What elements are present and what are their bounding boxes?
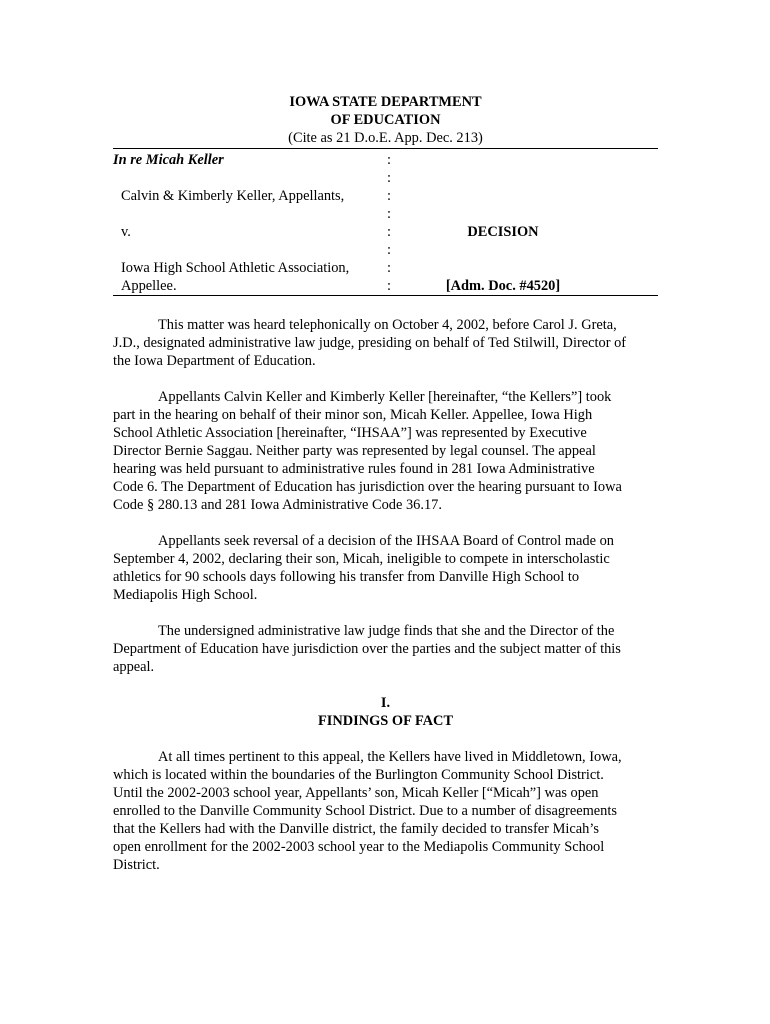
- paragraph: [113, 316, 658, 370]
- caption-colon: :: [387, 260, 391, 276]
- paragraph-line: which is located within the boundaries of the Burlington Community School District.: [113, 767, 604, 783]
- caption-top-rule: [113, 148, 658, 149]
- caption-colon: :: [387, 152, 391, 168]
- paragraph-line: the Iowa Department of Education.: [113, 353, 316, 369]
- docket-number: [Adm. Doc. #4520]: [445, 278, 561, 294]
- paragraph-line: appeal.: [113, 659, 155, 675]
- paragraph-line: At all times pertinent to this appeal, the Kellers have lived in Middletown, Iowa,: [158, 749, 622, 765]
- caption-bottom-rule: [113, 295, 658, 296]
- paragraph-line: Appellants seek reversal of a decision of the IHSAA Board of Control made on: [158, 533, 614, 549]
- appellee-name-line1: Iowa High School Athletic Association,: [121, 260, 350, 276]
- caption-colon: :: [387, 278, 391, 294]
- section-heading: [113, 694, 658, 730]
- agency-name-line1: IOWA STATE DEPARTMENT: [289, 94, 482, 110]
- paragraph: [113, 622, 658, 676]
- paragraph-line: September 4, 2002, declaring their son, Micah, ineligible to compete in interscholastic: [113, 551, 610, 567]
- caption-colon: :: [387, 188, 391, 204]
- paragraph-line: hearing was held pursuant to administrative rules found in 281 Iowa Administrative: [113, 461, 595, 477]
- document-header: [113, 93, 658, 147]
- caption-colon: :: [387, 206, 391, 222]
- paragraph-line: part in the hearing on behalf of their minor son, Micah Keller. Appellee, Iowa High: [113, 407, 593, 423]
- paragraph: [113, 388, 658, 514]
- paragraph-line: J.D., designated administrative law judge, presiding on behalf of Ted Stilwill, Director of: [113, 335, 627, 351]
- paragraph-line: athletics for 90 schools days following his transfer from Danville High School to: [113, 569, 580, 585]
- paragraph-line: Code 6. The Department of Education has jurisdiction over the hearing pursuant to Iowa: [113, 479, 622, 495]
- paragraph-line: that the Kellers had with the Danville district, the family decided to transfer Micah’s: [113, 821, 599, 837]
- paragraph-line: open enrollment for the 2002-2003 school year to the Mediapolis Community School: [113, 839, 605, 855]
- paragraph: [113, 748, 658, 874]
- paragraph-line: Until the 2002-2003 school year, Appellants’ son, Micah Keller [“Micah”] was open: [113, 785, 599, 801]
- paragraph-line: This matter was heard telephonically on October 4, 2002, before Carol J. Greta,: [158, 317, 617, 333]
- section-number: I.: [380, 695, 391, 711]
- paragraph-line: Appellants Calvin Keller and Kimberly Keller [hereinafter, “the Kellers”] took: [158, 389, 612, 405]
- paragraph-line: Department of Education have jurisdiction over the parties and the subject matter of this: [113, 641, 621, 657]
- caption-colon: :: [387, 224, 391, 240]
- appellee-name-line2: Appellee.: [121, 278, 177, 294]
- caption-colon: :: [387, 170, 391, 186]
- paragraph-line: Mediapolis High School.: [113, 587, 258, 603]
- caption-colon: :: [387, 242, 391, 258]
- paragraph: [113, 532, 658, 604]
- in-re-title: In re Micah Keller: [113, 152, 224, 168]
- appellants-name: Calvin & Kimberly Keller, Appellants,: [121, 188, 345, 204]
- versus-label: v.: [121, 224, 131, 240]
- decision-label: DECISION: [467, 224, 539, 240]
- paragraph-line: Director Bernie Saggau. Neither party was represented by legal counsel. The appeal: [113, 443, 596, 459]
- paragraph-line: Code § 280.13 and 281 Iowa Administrative Code 36.17.: [113, 497, 442, 513]
- paragraph-line: District.: [113, 857, 160, 873]
- section-title: FINDINGS OF FACT: [317, 713, 454, 729]
- agency-name-line2: OF EDUCATION: [330, 112, 441, 128]
- document-body: [113, 316, 658, 892]
- citation: (Cite as 21 D.o.E. App. Dec. 213): [288, 130, 483, 146]
- paragraph-line: enrolled to the Danville Community School District. Due to a number of disagreements: [113, 803, 617, 819]
- paragraph-line: The undersigned administrative law judge finds that she and the Director of the: [158, 623, 615, 639]
- paragraph-line: School Athletic Association [hereinafter, “IHSAA”] was represented by Executive: [113, 425, 587, 441]
- case-caption: [113, 151, 658, 295]
